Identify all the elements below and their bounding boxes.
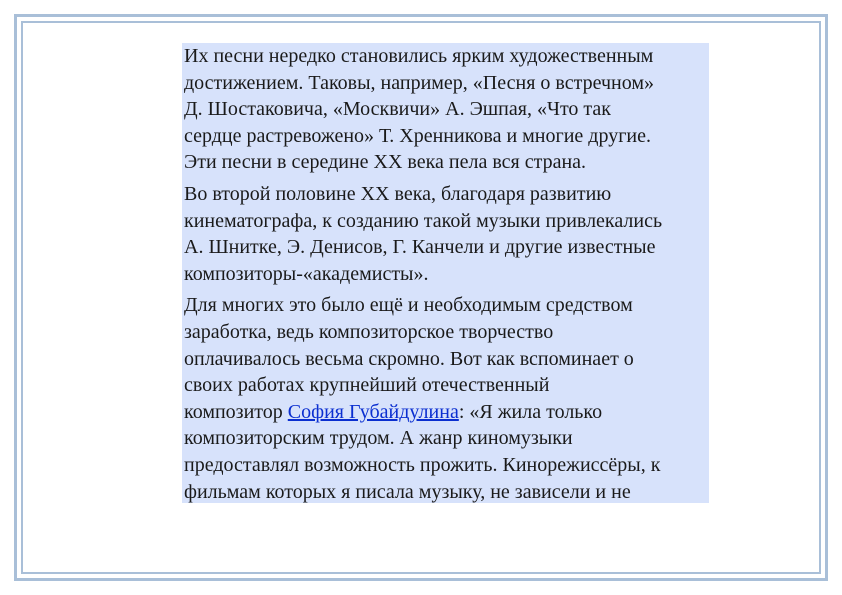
text-line: достижением. Таковы, например, «Песня о встречном» — [184, 71, 654, 94]
text-line: Эти песни в середине XX века пела вся страна. — [184, 151, 587, 174]
text-line: заработка, ведь композиторское творчество — [184, 320, 554, 343]
text-line: композиторским трудом. А жанр киномузыки — [184, 427, 573, 450]
text-line: Д. Шостаковича, «Москвичи» А. Эшпая, «Что так — [184, 98, 612, 121]
text-line: своих работах крупнейший отечественный — [184, 374, 550, 397]
text-line: Во второй половине XX века, благодаря развитию — [184, 182, 612, 205]
composer-link[interactable]: София Губайдулина — [287, 400, 459, 423]
slide-text-block — [182, 43, 709, 503]
text-line: Для многих это было ещё и необходимым средством — [184, 294, 633, 317]
text-line: кинематографа, к созданию такой музыки привлекались — [184, 209, 663, 232]
text-line: предоставлял возможность прожить. Кинорежиссёры, к — [184, 453, 661, 476]
text-line-suffix: : «Я жила только — [458, 400, 603, 423]
text-line: Их песни нередко становились ярким художественным — [184, 45, 654, 67]
text-line-prefix: композитор — [184, 400, 288, 423]
text-line: композиторы-«академисты». — [184, 262, 429, 285]
text-line: оплачивалось весьма скромно. Вот как вспоминает о — [184, 347, 634, 370]
text-line: А. Шнитке, Э. Денисов, Г. Канчели и другие известные — [184, 236, 656, 259]
text-line: сердце растревожено» Т. Хренникова и многие другие. — [184, 124, 651, 147]
paragraph-2 — [184, 181, 707, 287]
text-line: фильмам которых я писала музыку, не зависели и не — [184, 480, 631, 503]
paragraph-3 — [184, 292, 707, 503]
paragraph-1 — [184, 43, 707, 176]
